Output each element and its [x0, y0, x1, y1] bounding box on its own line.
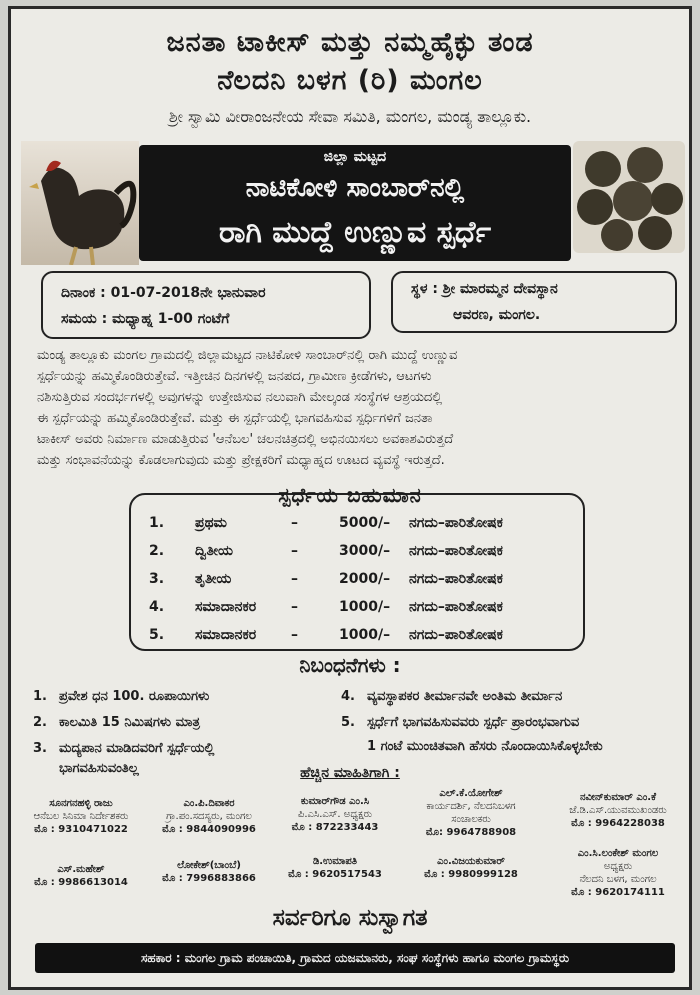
contact-card — [275, 855, 395, 881]
description-line: ನಶಿಸುತ್ತಿರುವ ಸಂದರ್ಭಗಳಲ್ಲಿ ಅವುಗಳನ್ನು ಉತ್ತೇಜಿಸುವ ನಲುವಾಗಿ ಮೇಲ್ಕಂಡ ಸಂಸ್ಥೆಗಳ ಆಶ್ರಯದಲ್ಲಿ — [37, 390, 443, 405]
welcome-text: ಸರ್ವರಿಗೂ ಸುಸ್ವಾಗತ — [272, 905, 428, 931]
prize-box — [129, 493, 585, 651]
description-line: ಈ ಸ್ಪರ್ಧೆಯನ್ನು ಹಮ್ಮಿಕೊಂಡಿರುತ್ತೇವೆ. ಮತ್ತು ಈ ಸ್ಪರ್ಧೆಯಲ್ಲಿ ಭಾಗವಹಿಸುವ ಸ್ಪರ್ಧಿಗಳಿಗೆ ಜನತಾ — [37, 411, 433, 426]
contact-role: ಅಧ್ಯಕ್ಷರು — [603, 861, 633, 872]
contact-name: ಕುಮಾರ್‌ಗೌಡ ಎಂ.ಸಿ — [300, 796, 370, 807]
banner-title: ರಾಗಿ ಮುದ್ದೆ ಉಣ್ಣುವ ಸ್ಪರ್ಧೆ — [218, 215, 492, 250]
contact-name: ನವೀನ್‌ಕುಮಾರ್ ಎಂ.ಕೆ — [580, 792, 656, 803]
prize-place: ತೃತೀಯ — [195, 571, 232, 587]
prize-dash: – — [291, 571, 298, 587]
sponsor-footer: ಸಹಕಾರ : ಮಂಗಲ ಗ್ರಾಮ ಪಂಚಾಯಿತಿ, ಗ್ರಾಮದ ಯಜಮಾನರು, ಸಂಘ ಸಂಸ್ಥೆಗಳು ಹಾಗೂ ಮಂಗಲ ಗ್ರಾಮಸ್ಥರು — [35, 943, 675, 973]
contact-role: ಕಾರ್ಯದರ್ಶಿ, ನೆಲದನಿಬಳಗ — [426, 801, 516, 812]
contact-phone: ಮೊ : 7996883866 — [162, 873, 256, 884]
prize-desc: ನಗದು–ಪಾರಿತೋಷಕ — [409, 515, 503, 531]
prize-desc: ನಗದು–ಪಾರಿತೋಷಕ — [409, 543, 503, 559]
organizer-subtitle: ನೆಲದನಿ ಬಳಗ (ರಿ) ಮಂಗಲ — [217, 65, 483, 96]
venue-line2: ಆವರಣ, ಮಂಗಲ. — [453, 307, 541, 323]
contact-phone: ಮೊ: 9964788908 — [425, 827, 517, 838]
contact-role: ನೆಲದನಿ ಬಳಗ, ಮಂಗಲ — [579, 874, 657, 885]
prize-rank: 2. — [149, 543, 165, 559]
term-text: ಸ್ಪರ್ಧೆಗೆ ಭಾಗವಹಿಸುವವರು ಸ್ಪರ್ಧೆ ಪ್ರಾರಂಭವಾಗುವ — [367, 715, 580, 730]
contact-name: ಡಿ.ಉಮಾಪತಿ — [312, 856, 358, 867]
description-line: ಮಂಡ್ಯ ತಾಲ್ಲೂಕು ಮಂಗಲ ಗ್ರಾಮದಲ್ಲಿ ಜಿಲ್ಲಾಮಟ್ಟದ ನಾಟಿಕೋಳಿ ಸಾಂಬಾರ್‌ನಲ್ಲಿ ರಾಗಿ ಮುದ್ದೆ ಉಣ್ಣುವ — [37, 348, 458, 363]
description-line: ಸ್ಪರ್ಧೆಯನ್ನು ಹಮ್ಮಿಕೊಂಡಿರುತ್ತೇವೆ. ಇತ್ತೀಚಿನ ದಿನಗಳಲ್ಲಿ ಜನಪದ, ಗ್ರಾಮೀಣ ಕ್ರೀಡೆಗಳು, ಆಟಗಳು — [37, 369, 432, 384]
prize-dash: – — [291, 599, 298, 615]
prize-amount: 1000/– — [339, 599, 391, 615]
contact-role: ಪಿ.ಎಸಿ.ಎಸ್. ಅಧ್ಯಕ್ಷರು — [297, 809, 373, 820]
term-text: ಮದ್ಯಪಾನ ಮಾಡಿದವರಿಗೆ ಸ್ಪರ್ಧೆಯಲ್ಲಿ — [59, 741, 215, 756]
contact-card — [21, 863, 141, 889]
prize-amount: 5000/– — [339, 515, 391, 531]
organizer-committee: ಶ್ರೀ ಸ್ವಾಮಿ ವೀರಾಂಜನೇಯ ಸೇವಾ ಸಮಿತಿ, ಮಂಗಲ, ಮಂಡ್ಯ ತಾಲ್ಲೂಕು. — [168, 107, 532, 126]
prize-rank: 5. — [149, 627, 165, 643]
prize-desc: ನಗದು–ಪಾರಿತೋಷಕ — [409, 571, 503, 587]
event-banner — [139, 145, 571, 261]
description-line: ಮತ್ತು ಸಂಭಾವನೆಯನ್ನು ಕೊಡಲಾಗುವುದು ಮತ್ತು ಪ್ರೇಕ್ಷಕರಿಗೆ ಮಧ್ಯಾಹ್ನದ ಊಟದ ವ್ಯವಸ್ಥೆ ಇರುತ್ತದೆ. — [37, 453, 445, 468]
organizer-title: ಜನತಾ ಟಾಕೀಸ್ ಮತ್ತು ನಮ್ಮಹೈಕ್ಳು ತಂಡ — [166, 27, 534, 58]
contact-card — [149, 797, 269, 836]
prize-rank: 1. — [149, 515, 165, 531]
prize-dash: – — [291, 515, 298, 531]
contact-phone: ಮೊ : 9986613014 — [34, 877, 128, 888]
poster — [8, 6, 692, 990]
event-date: ದಿನಾಂಕ : 01-07-2018ನೇ ಭಾನುವಾರ — [61, 285, 266, 301]
prize-place: ಸಮಾದಾನಕರ — [195, 599, 257, 615]
prize-place: ಸಮಾದಾನಕರ — [195, 627, 257, 643]
term-text: ಪ್ರವೇಶ ಧನ 100. ರೂಪಾಯಿಗಳು — [59, 689, 210, 704]
banner-subtitle: ನಾಟಿಕೋಳಿ ಸಾಂಬಾರ್‌ನಲ್ಲಿ — [245, 173, 465, 203]
term-item-continued: ಭಾಗವಹಿಸುವಂತಿಲ್ಲ — [59, 761, 139, 776]
contact-phone: ಮೊ : 9620517543 — [288, 869, 382, 880]
term-text: ಕಾಲಮಿತಿ 15 ನಿಮಿಷಗಳು ಮಾತ್ರ — [59, 715, 200, 730]
banner-level: ಜಿಲ್ಲಾ ಮಟ್ಟದ — [323, 149, 387, 165]
description-paragraph — [37, 345, 677, 471]
rooster-icon — [21, 141, 139, 265]
prize-amount: 3000/– — [339, 543, 391, 559]
term-text: ವ್ಯವಸ್ಥಾಪಕರ ತೀರ್ಮಾನವೇ ಅಂತಿಮ ತೀರ್ಮಾನ — [367, 689, 563, 704]
prize-desc: ನಗದು–ಪಾರಿತೋಷಕ — [409, 599, 503, 615]
ragi-balls-icon — [573, 141, 685, 253]
venue-line1: ಸ್ಥಳ : ಶ್ರೀ ಮಾರಮ್ಮನ ದೇವಸ್ಥಾನ — [411, 281, 558, 297]
prize-rank: 3. — [149, 571, 165, 587]
contact-name: ಎಂ.ಪಿ.ದಿವಾಕರ — [183, 798, 235, 809]
term-item: 5. ಸ್ಪರ್ಧೆಗೆ ಭಾಗವಹಿಸುವವರು ಸ್ಪರ್ಧೆ ಪ್ರಾರಂಭವಾಗುವ — [341, 715, 580, 730]
prize-dash: – — [291, 627, 298, 643]
prize-rank: 4. — [149, 599, 165, 615]
contact-card — [21, 797, 141, 836]
rooster-photo — [21, 141, 139, 265]
ragi-mudde-photo — [573, 141, 685, 253]
term-item: 3. ಮದ್ಯಪಾನ ಮಾಡಿದವರಿಗೆ ಸ್ಪರ್ಧೆಯಲ್ಲಿ — [33, 741, 215, 756]
venue-box — [391, 271, 677, 333]
term-item-continued: 1 ಗಂಟೆ ಮುಂಚಿತವಾಗಿ ಹೆಸರು ನೊಂದಾಯಿಸಿಕೊಳ್ಳಬೇಕು — [367, 739, 603, 754]
contacts-title: ಹೆಚ್ಚಿನ ಮಾಹಿತಿಗಾಗಿ : — [300, 765, 400, 781]
contact-phone: ಮೊ : 9620174111 — [571, 887, 665, 898]
contact-phone: ಮೊ : 9980999128 — [424, 869, 518, 880]
contact-phone: ಮೊ : 9964228038 — [571, 818, 665, 829]
contact-card — [551, 847, 685, 899]
term-item: 1. ಪ್ರವೇಶ ಧನ 100. ರೂಪಾಯಿಗಳು — [33, 689, 210, 704]
contact-phone: ಮೊ : 9844090996 — [162, 824, 256, 835]
prize-amount: 2000/– — [339, 571, 391, 587]
contact-card — [149, 859, 269, 885]
prize-desc: ನಗದು–ಪಾರಿತೋಷಕ — [409, 627, 503, 643]
contact-card — [275, 795, 395, 834]
contact-name: ಎಂ.ಸಿ.ಲಂಕೇಶ್ ಮಂಗಲ — [577, 848, 659, 859]
prize-place: ಪ್ರಥಮ — [195, 515, 227, 531]
terms-title: ನಿಬಂಧನೆಗಳು : — [299, 653, 401, 677]
term-item: 2. ಕಾಲಮಿತಿ 15 ನಿಮಿಷಗಳು ಮಾತ್ರ — [33, 715, 200, 730]
contact-role: ಜೆ.ಡಿ.ಎಸ್.ಯುವಮುಖಂಡರು — [569, 805, 667, 816]
contact-name: ಎಲ್.ಕೆ.ಯೋಗೇಶ್ — [439, 788, 503, 799]
contact-name: ಎಸ್.ಮಹೇಶ್ — [57, 864, 105, 875]
date-time-box — [41, 271, 371, 339]
prize-dash: – — [291, 543, 298, 559]
contact-card — [403, 855, 539, 881]
contact-name: ಲೋಕೇಶ್(ಬಾಂಬೆ) — [177, 860, 241, 871]
description-line: ಟಾಕೀಸ್ ಅವರು ನಿರ್ಮಾಣ ಮಾಡುತ್ತಿರುವ 'ಆನೆಬಲ' ಚಲನಚಿತ್ರದಲ್ಲಿ ಅಭಿನಯಿಸಲು ಅವಕಾಶವಿರುತ್ತದೆ — [37, 432, 454, 447]
contact-phone: ಮೊ : 872233443 — [291, 822, 379, 833]
contact-role: ಗ್ರಾ.ಪಂ.ಸದಸ್ಯರು, ಮಂಗಲ — [166, 811, 252, 822]
prize-place: ದ್ವಿತೀಯ — [195, 543, 233, 559]
term-item: 4. ವ್ಯವಸ್ಥಾಪಕರ ತೀರ್ಮಾನವೇ ಅಂತಿಮ ತೀರ್ಮಾನ — [341, 689, 563, 704]
contact-card — [403, 787, 539, 839]
contact-phone: ಮೊ : 9310471022 — [34, 824, 128, 835]
contact-role: ಸಂಚಾಲಕರು — [451, 814, 491, 825]
contact-name: ಎಂ.ವಿಜಯಕುಮಾರ್ — [437, 856, 505, 867]
contact-card — [551, 791, 685, 830]
prize-amount: 1000/– — [339, 627, 391, 643]
event-time: ಸಮಯ : ಮಧ್ಯಾಹ್ನ 1-00 ಗಂಟೆಗೆ — [61, 311, 230, 327]
contact-role: ಆನೆಬಲ ಸಿನಿಮಾ ನಿರ್ದೇಶಕರು — [33, 811, 129, 822]
prize-title: ಸ್ಪರ್ಧೆಯ ಬಹುಮಾನ — [278, 483, 422, 507]
contact-name: ಸೂನಗನಹಳ್ಳಿ ರಾಜು — [49, 798, 113, 809]
